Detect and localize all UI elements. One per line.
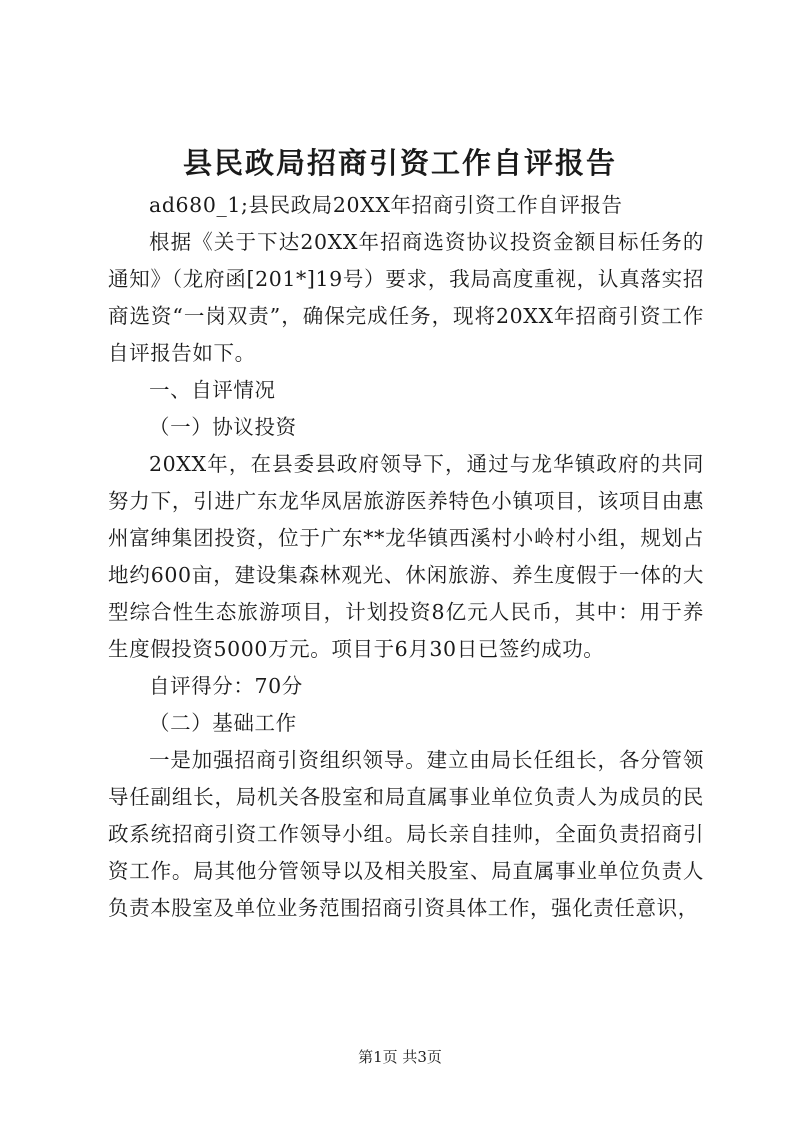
page-footer: 第1页 共3页 — [358, 1048, 442, 1066]
paragraph-intro: 根据《关于下达20XX年招商选资协议投资金额目标任务的通知》（龙府函[201*]19号）要求，我局高度重视，认真落实招商选资“一岗双责”，确保完成任务，现将20XX年招商引资工作自评报告如下。 — [108, 230, 704, 365]
paragraph-reference: ad680_1;县民政局20XX年招商引资工作自评报告 — [149, 193, 623, 217]
document-title: 县民政局招商引资工作自评报告 — [182, 146, 617, 180]
document-body — [108, 187, 704, 927]
subsection-heading-agreement-investment: （一）协议投资 — [149, 415, 297, 439]
paragraph-investment-details: 20XX年，在县委县政府领导下，通过与龙华镇政府的共同努力下，引进广东龙华凤居旅游医养特色小镇项目，该项目由惠州富绅集团投资，位于广东**龙华镇西溪村小岭村小组，规划占地约600亩，建设集森林观光、休闲旅游、养生度假于一体的大型综合性生态旅游项目，计划投资8亿元人民币，其中：用于养生度假投资5000万元。项目于6月30日已签约成功。 — [108, 452, 704, 661]
subsection-heading-basic-work: （二）基础工作 — [149, 711, 297, 735]
paragraph-score: 自评得分：70分 — [149, 674, 303, 698]
paragraph-organization: 一是加强招商引资组织领导。建立由局长任组长，各分管领导任副组长，局机关各股室和局直属事业单位负责人为成员的民政系统招商引资工作领导小组。局长亲自挂帅，全面负责招商引资工作。局其他分管领导以及相关股室、局直属事业单位负责人负责本股室及单位业务范围招商引资具体工作，强化责任意识， — [108, 748, 704, 920]
section-heading-self-evaluation: 一、自评情况 — [149, 378, 276, 402]
